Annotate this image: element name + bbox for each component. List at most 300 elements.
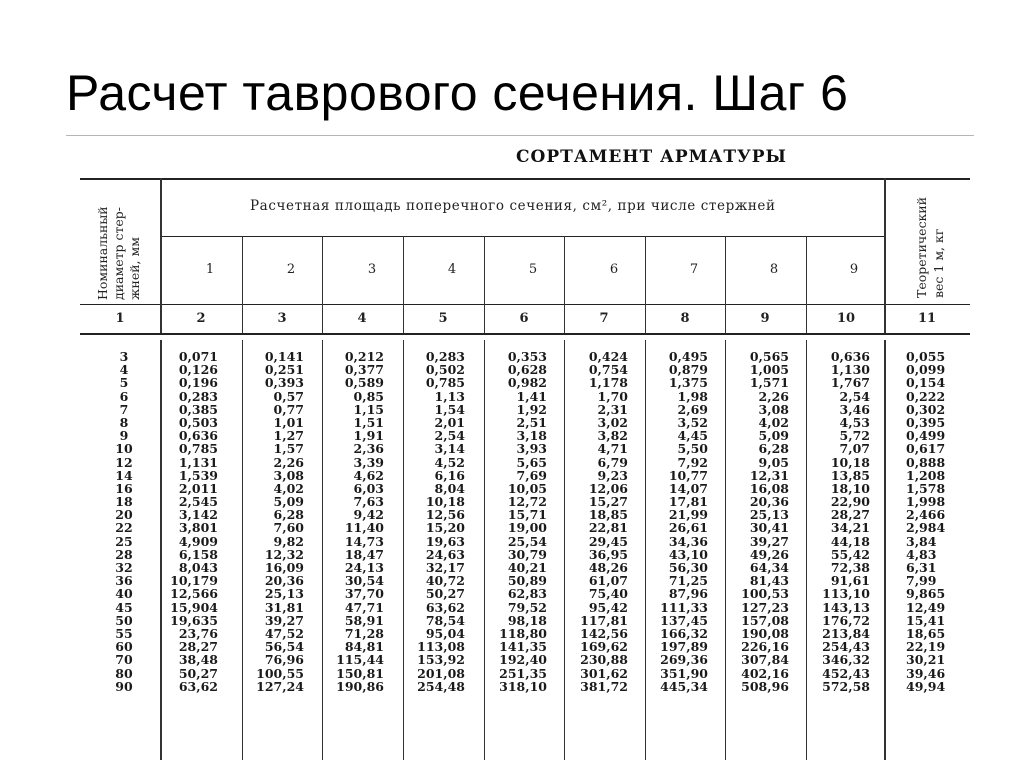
column-index: 2 bbox=[196, 311, 206, 326]
area-cell: 40,21 bbox=[507, 560, 547, 575]
area-cell: 7,07 bbox=[839, 441, 870, 457]
area-cell: 25,54 bbox=[507, 533, 547, 549]
area-cell: 55,42 bbox=[830, 546, 870, 562]
weight-cell: 7,99 bbox=[906, 573, 937, 589]
area-cell: 113,10 bbox=[822, 586, 870, 602]
weight-cell: 0,302 bbox=[906, 401, 946, 417]
diameter-cell: 90 bbox=[115, 678, 133, 694]
area-cell: 0,879 bbox=[668, 362, 708, 378]
diameter-column bbox=[104, 350, 144, 693]
area-cell: 9,05 bbox=[758, 454, 789, 470]
area-cell: 230,88 bbox=[580, 652, 628, 668]
area-cell: 1,131 bbox=[178, 454, 218, 470]
diameter-cell: 8 bbox=[119, 414, 129, 430]
area-cell: 169,62 bbox=[580, 639, 628, 655]
area-cell: 95,04 bbox=[425, 625, 465, 641]
area-cell: 1,539 bbox=[178, 467, 218, 483]
area-cell: 3,93 bbox=[516, 441, 547, 457]
weight-cell: 39,46 bbox=[906, 665, 946, 681]
area-cell: 351,90 bbox=[660, 665, 708, 681]
body-divider-col-6 bbox=[484, 340, 485, 760]
area-cell: 20,36 bbox=[749, 494, 789, 510]
area-cell: 3,08 bbox=[273, 467, 304, 483]
area-cell: 20,36 bbox=[264, 573, 304, 589]
area-cell: 201,08 bbox=[417, 665, 465, 681]
area-cell: 0,196 bbox=[178, 375, 218, 391]
area-cell: 56,30 bbox=[668, 560, 708, 575]
area-cell: 12,72 bbox=[507, 494, 547, 510]
area-cell: 43,10 bbox=[668, 546, 708, 562]
area-cell: 1,41 bbox=[516, 388, 547, 404]
area-cell: 0,85 bbox=[353, 388, 384, 404]
area-cell: 0,377 bbox=[344, 362, 384, 378]
index-row-bottom-rule bbox=[80, 333, 970, 335]
weight-cell: 1,578 bbox=[906, 480, 946, 496]
weight-cell: 9,865 bbox=[906, 586, 946, 602]
diameter-cell: 60 bbox=[115, 639, 133, 655]
area-cell: 0,636 bbox=[178, 428, 218, 444]
body-divider-col-7 bbox=[564, 340, 565, 760]
column-index: 10 bbox=[836, 311, 856, 326]
area-cell: 30,54 bbox=[344, 573, 384, 589]
area-cell: 19,63 bbox=[425, 533, 465, 549]
area-cell: 37,70 bbox=[344, 586, 384, 602]
area-cell: 2,31 bbox=[597, 401, 628, 417]
area-cell: 2,26 bbox=[758, 388, 789, 404]
area-cell: 34,36 bbox=[668, 533, 708, 549]
area-cell: 63,62 bbox=[178, 678, 218, 694]
area-cell: 0,636 bbox=[830, 349, 870, 364]
area-cell: 127,24 bbox=[256, 678, 304, 694]
body-divider-col-8 bbox=[645, 340, 646, 760]
area-column bbox=[814, 350, 870, 693]
area-cell: 1,54 bbox=[434, 401, 465, 417]
area-cell: 0,502 bbox=[425, 362, 465, 378]
area-cell: 47,52 bbox=[264, 625, 304, 641]
bar-count-header: 9 bbox=[849, 262, 859, 277]
area-cell: 64,34 bbox=[749, 560, 789, 575]
area-cell: 10,179 bbox=[170, 573, 218, 589]
diameter-cell: 10 bbox=[115, 441, 133, 457]
area-cell: 0,424 bbox=[588, 349, 628, 364]
area-cell: 12,06 bbox=[588, 480, 628, 496]
area-cell: 0,57 bbox=[273, 388, 304, 404]
area-cell: 6,158 bbox=[178, 546, 218, 562]
area-cell: 25,13 bbox=[749, 507, 789, 523]
area-cell: 0,393 bbox=[264, 375, 304, 391]
diameter-cell: 12 bbox=[115, 454, 133, 470]
diameter-cell: 22 bbox=[115, 520, 133, 536]
area-cell: 508,96 bbox=[741, 678, 789, 694]
area-column bbox=[491, 350, 547, 693]
area-cell: 4,52 bbox=[434, 454, 465, 470]
area-cell: 2,26 bbox=[273, 454, 304, 470]
area-cell: 6,79 bbox=[597, 454, 628, 470]
area-cell: 3,18 bbox=[516, 428, 547, 444]
area-cell: 381,72 bbox=[580, 678, 628, 694]
area-cell: 15,20 bbox=[425, 520, 465, 536]
area-cell: 0,283 bbox=[178, 388, 218, 404]
area-cell: 7,69 bbox=[516, 467, 547, 483]
area-cell: 269,36 bbox=[660, 652, 708, 668]
weight-cell: 3,84 bbox=[906, 533, 937, 549]
area-cell: 12,32 bbox=[264, 546, 304, 562]
area-cell: 14,73 bbox=[344, 533, 384, 549]
weight-cell: 1,208 bbox=[906, 467, 946, 483]
area-cell: 10,77 bbox=[668, 467, 708, 483]
area-cell: 0,77 bbox=[273, 401, 304, 417]
area-cell: 14,07 bbox=[668, 480, 708, 496]
area-cell: 81,43 bbox=[749, 573, 789, 589]
area-cell: 226,16 bbox=[741, 639, 789, 655]
diameter-cell: 80 bbox=[115, 665, 133, 681]
area-cell: 1,92 bbox=[516, 401, 547, 417]
area-cell: 2,545 bbox=[178, 494, 218, 510]
column-index: 4 bbox=[357, 311, 367, 326]
area-cell: 8,04 bbox=[434, 480, 465, 496]
area-cell: 15,904 bbox=[170, 599, 218, 615]
area-cell: 1,57 bbox=[273, 441, 304, 457]
weight-cell: 0,154 bbox=[906, 375, 946, 391]
weight-cell: 0,395 bbox=[906, 414, 946, 430]
area-cell: 6,28 bbox=[758, 441, 789, 457]
area-cell: 572,58 bbox=[822, 678, 870, 694]
diameter-cell: 45 bbox=[115, 599, 133, 615]
area-cell: 111,33 bbox=[660, 599, 708, 615]
area-cell: 50,27 bbox=[178, 665, 218, 681]
area-cell: 1,98 bbox=[677, 388, 708, 404]
area-cell: 1,375 bbox=[668, 375, 708, 391]
weight-cell: 0,099 bbox=[906, 362, 946, 378]
area-column bbox=[250, 350, 304, 693]
area-cell: 31,81 bbox=[264, 599, 304, 615]
header-divider-col-4 bbox=[322, 236, 323, 333]
area-cell: 0,565 bbox=[749, 349, 789, 364]
area-cell: 78,54 bbox=[425, 612, 465, 628]
area-cell: 91,61 bbox=[830, 573, 870, 589]
area-cell: 15,71 bbox=[507, 507, 547, 523]
column-index: 8 bbox=[680, 311, 690, 326]
weight-cell: 0,617 bbox=[906, 441, 946, 457]
bar-count-header: 7 bbox=[689, 262, 699, 277]
area-cell: 12,56 bbox=[425, 507, 465, 523]
area-cell: 22,81 bbox=[588, 520, 628, 536]
column-index: 11 bbox=[917, 311, 937, 326]
area-cell: 7,60 bbox=[273, 520, 304, 536]
area-cell: 452,43 bbox=[822, 665, 870, 681]
diameter-cell: 40 bbox=[115, 586, 133, 602]
area-cell: 62,83 bbox=[507, 586, 547, 602]
area-cell: 7,92 bbox=[677, 454, 708, 470]
area-cell: 12,31 bbox=[749, 467, 789, 483]
area-cell: 56,54 bbox=[264, 639, 304, 655]
area-cell: 63,62 bbox=[425, 599, 465, 615]
area-cell: 50,27 bbox=[425, 586, 465, 602]
weight-column bbox=[906, 350, 956, 693]
area-cell: 79,52 bbox=[507, 599, 547, 615]
body-divider-last bbox=[884, 340, 886, 760]
area-cell: 213,84 bbox=[822, 625, 870, 641]
area-cell: 0,628 bbox=[507, 362, 547, 378]
body-divider-col-4 bbox=[322, 340, 323, 760]
header-divider-col-8 bbox=[645, 236, 646, 333]
area-cell: 5,50 bbox=[677, 441, 708, 457]
area-cell: 192,40 bbox=[499, 652, 547, 668]
diameter-header-line-3: жней, мм bbox=[127, 237, 142, 300]
area-cell: 1,70 bbox=[597, 388, 628, 404]
diameter-cell: 50 bbox=[115, 612, 133, 628]
area-cell: 190,86 bbox=[336, 678, 384, 694]
area-cell: 2,36 bbox=[353, 441, 384, 457]
diameter-header-line-2: диаметр стер- bbox=[111, 206, 126, 300]
area-cell: 2,54 bbox=[839, 388, 870, 404]
area-cell: 22,90 bbox=[830, 494, 870, 510]
header-divider-col-5 bbox=[403, 236, 404, 333]
area-cell: 1,571 bbox=[749, 375, 789, 391]
area-cell: 84,81 bbox=[344, 639, 384, 655]
area-cell: 2,01 bbox=[434, 414, 465, 430]
column-index: 3 bbox=[277, 311, 287, 326]
area-cell: 0,283 bbox=[425, 349, 465, 364]
area-cell: 19,00 bbox=[507, 520, 547, 536]
area-span-header: Расчетная площадь поперечного сечения, см², при числе стержней bbox=[250, 198, 776, 214]
weight-cell: 12,49 bbox=[906, 599, 946, 615]
area-cell: 76,96 bbox=[264, 652, 304, 668]
area-cell: 7,63 bbox=[353, 494, 384, 510]
area-cell: 4,62 bbox=[353, 467, 384, 483]
area-cell: 346,32 bbox=[822, 652, 870, 668]
weight-cell: 15,41 bbox=[906, 612, 946, 628]
area-cell: 30,79 bbox=[507, 546, 547, 562]
bar-count-header: 5 bbox=[528, 262, 538, 277]
weight-cell: 4,83 bbox=[906, 546, 937, 562]
diameter-header-line-1: Номинальный bbox=[95, 206, 110, 300]
area-cell: 1,51 bbox=[353, 414, 384, 430]
area-cell: 1,27 bbox=[273, 428, 304, 444]
body-divider-col-3 bbox=[242, 340, 243, 760]
area-column bbox=[572, 350, 628, 693]
area-cell: 143,13 bbox=[822, 599, 870, 615]
bar-count-header: 3 bbox=[367, 262, 377, 277]
area-cell: 5,65 bbox=[516, 454, 547, 470]
slide-title: Расчет таврового сечения. Шаг 6 bbox=[66, 65, 849, 121]
area-cell: 48,26 bbox=[588, 560, 628, 575]
area-cell: 100,53 bbox=[741, 586, 789, 602]
area-cell: 254,48 bbox=[417, 678, 465, 694]
area-cell: 44,18 bbox=[830, 533, 870, 549]
area-cell: 32,17 bbox=[425, 560, 465, 575]
diameter-cell: 20 bbox=[115, 507, 133, 523]
area-cell: 1,130 bbox=[830, 362, 870, 378]
area-column bbox=[330, 350, 384, 693]
area-cell: 3,801 bbox=[178, 520, 218, 536]
area-cell: 38,48 bbox=[178, 652, 218, 668]
area-cell: 9,23 bbox=[597, 467, 628, 483]
area-cell: 0,251 bbox=[264, 362, 304, 378]
weight-cell: 1,998 bbox=[906, 494, 946, 510]
area-cell: 0,071 bbox=[178, 349, 218, 364]
area-cell: 197,89 bbox=[660, 639, 708, 655]
area-cell: 29,45 bbox=[588, 533, 628, 549]
body-divider-col-10 bbox=[806, 340, 807, 760]
area-cell: 10,05 bbox=[507, 480, 547, 496]
area-cell: 0,141 bbox=[264, 349, 304, 364]
area-cell: 61,07 bbox=[588, 573, 628, 589]
area-cell: 24,63 bbox=[425, 546, 465, 562]
area-cell: 11,40 bbox=[344, 520, 384, 536]
area-cell: 0,785 bbox=[425, 375, 465, 391]
area-cell: 150,81 bbox=[336, 665, 384, 681]
weight-cell: 6,31 bbox=[906, 560, 937, 575]
area-cell: 141,35 bbox=[499, 639, 547, 655]
area-cell: 5,09 bbox=[273, 494, 304, 510]
weight-cell: 30,21 bbox=[906, 652, 946, 668]
area-cell: 100,55 bbox=[256, 665, 304, 681]
area-cell: 6,16 bbox=[434, 467, 465, 483]
area-cell: 16,08 bbox=[749, 480, 789, 496]
diameter-cell: 9 bbox=[119, 428, 129, 444]
diameter-cell: 70 bbox=[115, 652, 133, 668]
area-cell: 34,21 bbox=[830, 520, 870, 536]
column-index: 1 bbox=[115, 311, 125, 326]
diameter-cell: 36 bbox=[115, 573, 133, 589]
area-cell: 28,27 bbox=[830, 507, 870, 523]
area-cell: 25,13 bbox=[264, 586, 304, 602]
area-cell: 137,45 bbox=[660, 612, 708, 628]
area-cell: 58,91 bbox=[344, 612, 384, 628]
area-cell: 0,503 bbox=[178, 414, 218, 430]
area-cell: 2,011 bbox=[178, 480, 218, 496]
area-cell: 9,42 bbox=[353, 507, 384, 523]
weight-cell: 18,65 bbox=[906, 625, 946, 641]
area-cell: 118,80 bbox=[499, 625, 547, 641]
area-cell: 4,909 bbox=[178, 533, 218, 549]
diameter-cell: 4 bbox=[119, 362, 129, 378]
area-cell: 39,27 bbox=[749, 533, 789, 549]
header-divider-last bbox=[884, 178, 886, 333]
area-cell: 2,51 bbox=[516, 414, 547, 430]
area-cell: 87,96 bbox=[668, 586, 708, 602]
area-cell: 1,15 bbox=[353, 401, 384, 417]
area-cell: 1,91 bbox=[353, 428, 384, 444]
header-divider-col-6 bbox=[484, 236, 485, 333]
area-column bbox=[410, 350, 465, 693]
column-index: 9 bbox=[760, 311, 770, 326]
area-cell: 3,52 bbox=[677, 414, 708, 430]
area-cell: 17,81 bbox=[668, 494, 708, 510]
column-index: 5 bbox=[438, 311, 448, 326]
area-cell: 3,82 bbox=[597, 428, 628, 444]
area-cell: 40,72 bbox=[425, 573, 465, 589]
area-cell: 49,26 bbox=[749, 546, 789, 562]
area-cell: 4,71 bbox=[597, 441, 628, 457]
area-cell: 166,32 bbox=[660, 625, 708, 641]
diameter-cell: 16 bbox=[115, 480, 133, 496]
area-cell: 10,18 bbox=[425, 494, 465, 510]
diameter-cell: 14 bbox=[115, 467, 133, 483]
area-cell: 157,08 bbox=[741, 612, 789, 628]
area-cell: 4,53 bbox=[839, 414, 870, 430]
diameter-cell: 6 bbox=[119, 388, 129, 404]
area-cell: 21,99 bbox=[668, 507, 708, 523]
area-cell: 0,589 bbox=[344, 375, 384, 391]
area-cell: 30,41 bbox=[749, 520, 789, 536]
area-cell: 115,44 bbox=[336, 652, 384, 668]
area-cell: 39,27 bbox=[264, 612, 304, 628]
area-cell: 72,38 bbox=[830, 560, 870, 575]
area-cell: 251,35 bbox=[499, 665, 547, 681]
bar-count-header: 4 bbox=[447, 262, 457, 277]
diameter-cell: 55 bbox=[115, 625, 133, 641]
area-cell: 0,385 bbox=[178, 401, 218, 417]
area-cell: 117,81 bbox=[580, 612, 628, 628]
area-cell: 6,28 bbox=[273, 507, 304, 523]
area-cell: 98,18 bbox=[507, 612, 547, 628]
weight-cell: 0,499 bbox=[906, 428, 946, 444]
area-column bbox=[733, 350, 789, 693]
area-cell: 254,43 bbox=[822, 639, 870, 655]
weight-cell: 49,94 bbox=[906, 678, 946, 694]
diameter-cell: 5 bbox=[119, 375, 129, 391]
header-divider-col-7 bbox=[564, 236, 565, 333]
column-index: 6 bbox=[519, 311, 529, 326]
area-cell: 23,76 bbox=[178, 625, 218, 641]
bar-count-header: 6 bbox=[609, 262, 619, 277]
area-cell: 18,85 bbox=[588, 507, 628, 523]
bar-count-header: 2 bbox=[286, 262, 296, 277]
area-cell: 9,82 bbox=[273, 533, 304, 549]
table-top-rule bbox=[80, 178, 970, 180]
area-cell: 5,09 bbox=[758, 428, 789, 444]
area-cell: 176,72 bbox=[822, 612, 870, 628]
header-divider-col-9 bbox=[725, 236, 726, 333]
area-cell: 4,45 bbox=[677, 428, 708, 444]
area-cell: 13,85 bbox=[830, 467, 870, 483]
area-cell: 1,005 bbox=[749, 362, 789, 378]
header-divider-col-10 bbox=[806, 236, 807, 333]
weight-header-line-2: вес 1 м, кг bbox=[931, 228, 946, 298]
area-cell: 1,767 bbox=[830, 375, 870, 391]
area-cell: 127,23 bbox=[741, 599, 789, 615]
area-cell: 4,02 bbox=[273, 480, 304, 496]
area-cell: 3,46 bbox=[839, 401, 870, 417]
area-cell: 307,84 bbox=[741, 652, 789, 668]
diameter-cell: 25 bbox=[115, 533, 133, 549]
area-cell: 142,56 bbox=[580, 625, 628, 641]
column-index: 7 bbox=[599, 311, 609, 326]
diameter-cell: 7 bbox=[119, 401, 129, 417]
body-divider-col-9 bbox=[725, 340, 726, 760]
area-cell: 0,126 bbox=[178, 362, 218, 378]
area-cell: 1,01 bbox=[273, 414, 304, 430]
weight-cell: 0,222 bbox=[906, 388, 946, 404]
area-cell: 0,754 bbox=[588, 362, 628, 378]
weight-header-line-1: Теоретический bbox=[914, 196, 929, 298]
diameter-cell: 18 bbox=[115, 494, 133, 510]
area-cell: 3,08 bbox=[758, 401, 789, 417]
area-cell: 95,42 bbox=[588, 599, 628, 615]
area-cell: 10,18 bbox=[830, 454, 870, 470]
area-cell: 47,71 bbox=[344, 599, 384, 615]
area-cell: 28,27 bbox=[178, 639, 218, 655]
area-cell: 3,14 bbox=[434, 441, 465, 457]
area-cell: 301,62 bbox=[580, 665, 628, 681]
area-cell: 19,635 bbox=[170, 612, 218, 628]
area-cell: 153,92 bbox=[417, 652, 465, 668]
area-cell: 318,10 bbox=[499, 678, 547, 694]
area-cell: 0,495 bbox=[668, 349, 708, 364]
area-cell: 26,61 bbox=[668, 520, 708, 536]
